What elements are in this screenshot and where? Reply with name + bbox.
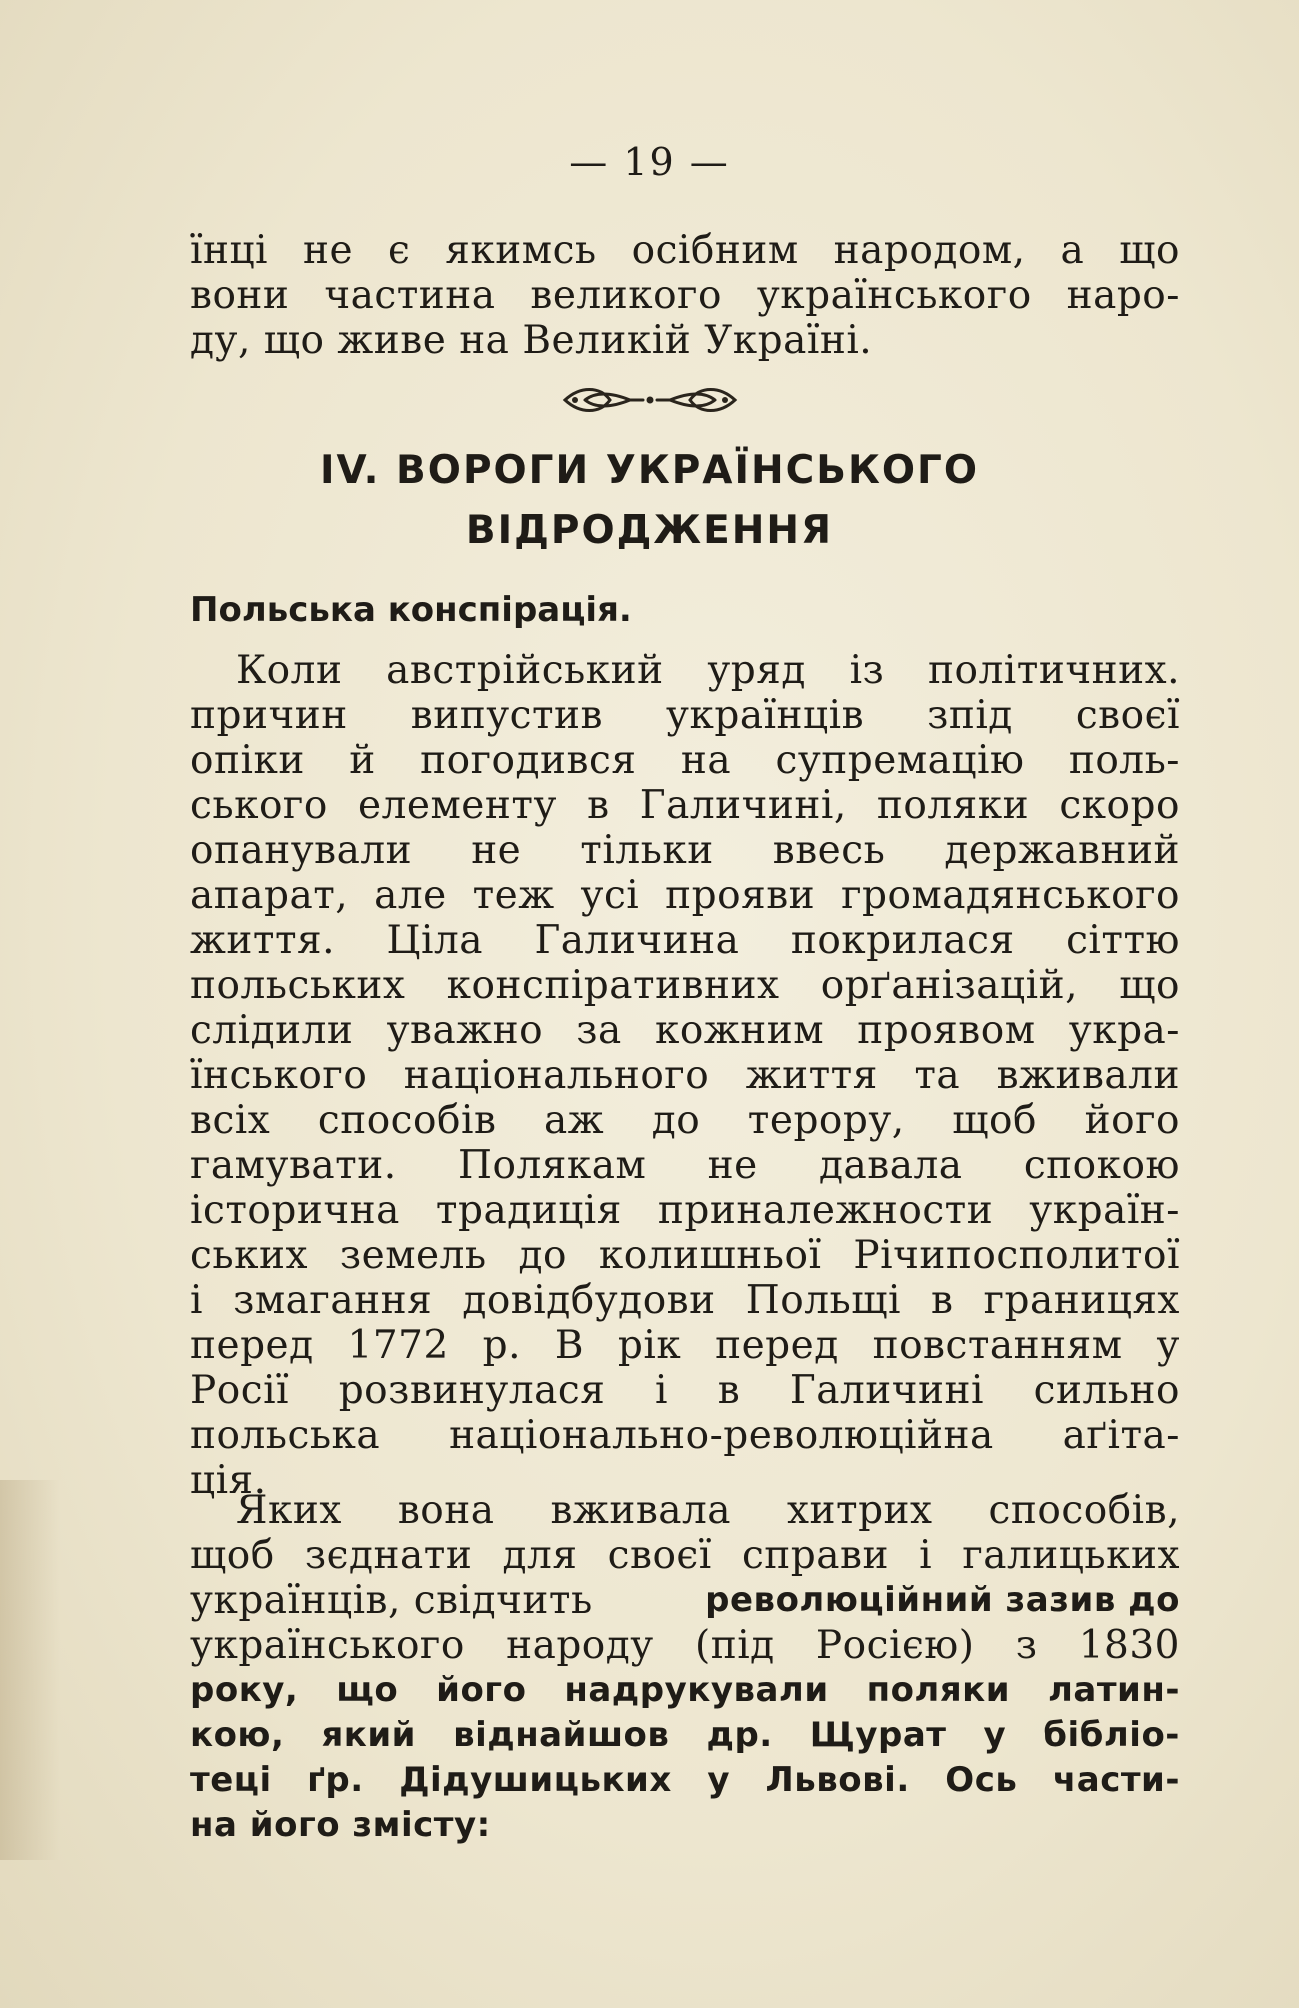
- text-line: ських земель до колишньої Річипосполитої: [190, 1233, 1180, 1278]
- text-line: польських конспіративних орґанізацій, що: [190, 963, 1180, 1008]
- text-line: щоб зєднати для своєї справи і галицьких: [190, 1533, 1180, 1578]
- text-line: ського елементу в Галичині, поляки скоро: [190, 783, 1180, 828]
- text-line: історична традиція приналежности україн-: [190, 1188, 1180, 1233]
- text-line: слідили уважно за кожним проявом укра-: [190, 1008, 1180, 1053]
- floral-divider-icon: [0, 382, 1299, 418]
- text-line: Коли австрійський уряд із політичних.: [236, 648, 1180, 693]
- text-line: теці ґр. Дідушицьких у Львові. Ось части-: [190, 1760, 1180, 1800]
- section-subheading: Польська конспірація.: [190, 590, 632, 630]
- text-line: їнці не є якимсь осібним народом, а що: [190, 228, 1180, 273]
- paragraph-2: [190, 1488, 1180, 1848]
- text-line: Росії розвинулася і в Галичині сильно: [190, 1368, 1180, 1413]
- text-line: гамувати. Полякам не давала спокою: [190, 1143, 1180, 1188]
- text-line-mixed: [190, 1578, 1180, 1623]
- page-number: — 19 —: [569, 140, 730, 184]
- paragraph-1: [190, 648, 1180, 1503]
- text-line: опіки й погодився на супремацію поль-: [190, 738, 1180, 783]
- paper-stain: [0, 1480, 60, 1860]
- text-line: українського народу (під Росією) з 1830: [190, 1623, 1180, 1668]
- text-line: вони частина великого українського наро-: [190, 273, 1180, 318]
- intro-text: [190, 228, 1180, 363]
- text-line: на його змісту:: [190, 1805, 491, 1845]
- chapter-heading: IV. ВОРОГИ УКРАЇНСЬКОГО: [320, 448, 979, 493]
- text-line: Яких вона вживала хитрих способів,: [236, 1488, 1180, 1533]
- text-line: апарат, але теж усі прояви громадянського: [190, 873, 1180, 918]
- text-line: всіх способів аж до терору, щоб його: [190, 1098, 1180, 1143]
- text-line: їнського національного життя та вживали: [190, 1053, 1180, 1098]
- text-line: перед 1772 р. В рік перед повстанням у: [190, 1323, 1180, 1368]
- text-line: року, що його надрукували поляки латин-: [190, 1670, 1180, 1710]
- text-segment: українців, свідчить: [190, 1578, 593, 1623]
- text-line: польська національно-революційна аґіта-: [190, 1413, 1180, 1458]
- text-line: ція.: [190, 1458, 267, 1503]
- text-line: опанували не тільки ввесь державний: [190, 828, 1180, 873]
- text-line: життя. Ціла Галичина покрилася сіттю: [190, 918, 1180, 963]
- text-line: ду, що живе на Великій Україні.: [190, 318, 873, 363]
- chapter-heading-continued: ВІДРОДЖЕННЯ: [465, 508, 834, 553]
- text-line: кою, який віднайшов др. Щурат у бібліо-: [190, 1715, 1180, 1755]
- emphasized-text: революційний зазив до: [705, 1580, 1180, 1620]
- text-line: і змагання довідбудови Польщі в границях: [190, 1278, 1180, 1323]
- text-line: причин випустив українців зпід своєї: [190, 693, 1180, 738]
